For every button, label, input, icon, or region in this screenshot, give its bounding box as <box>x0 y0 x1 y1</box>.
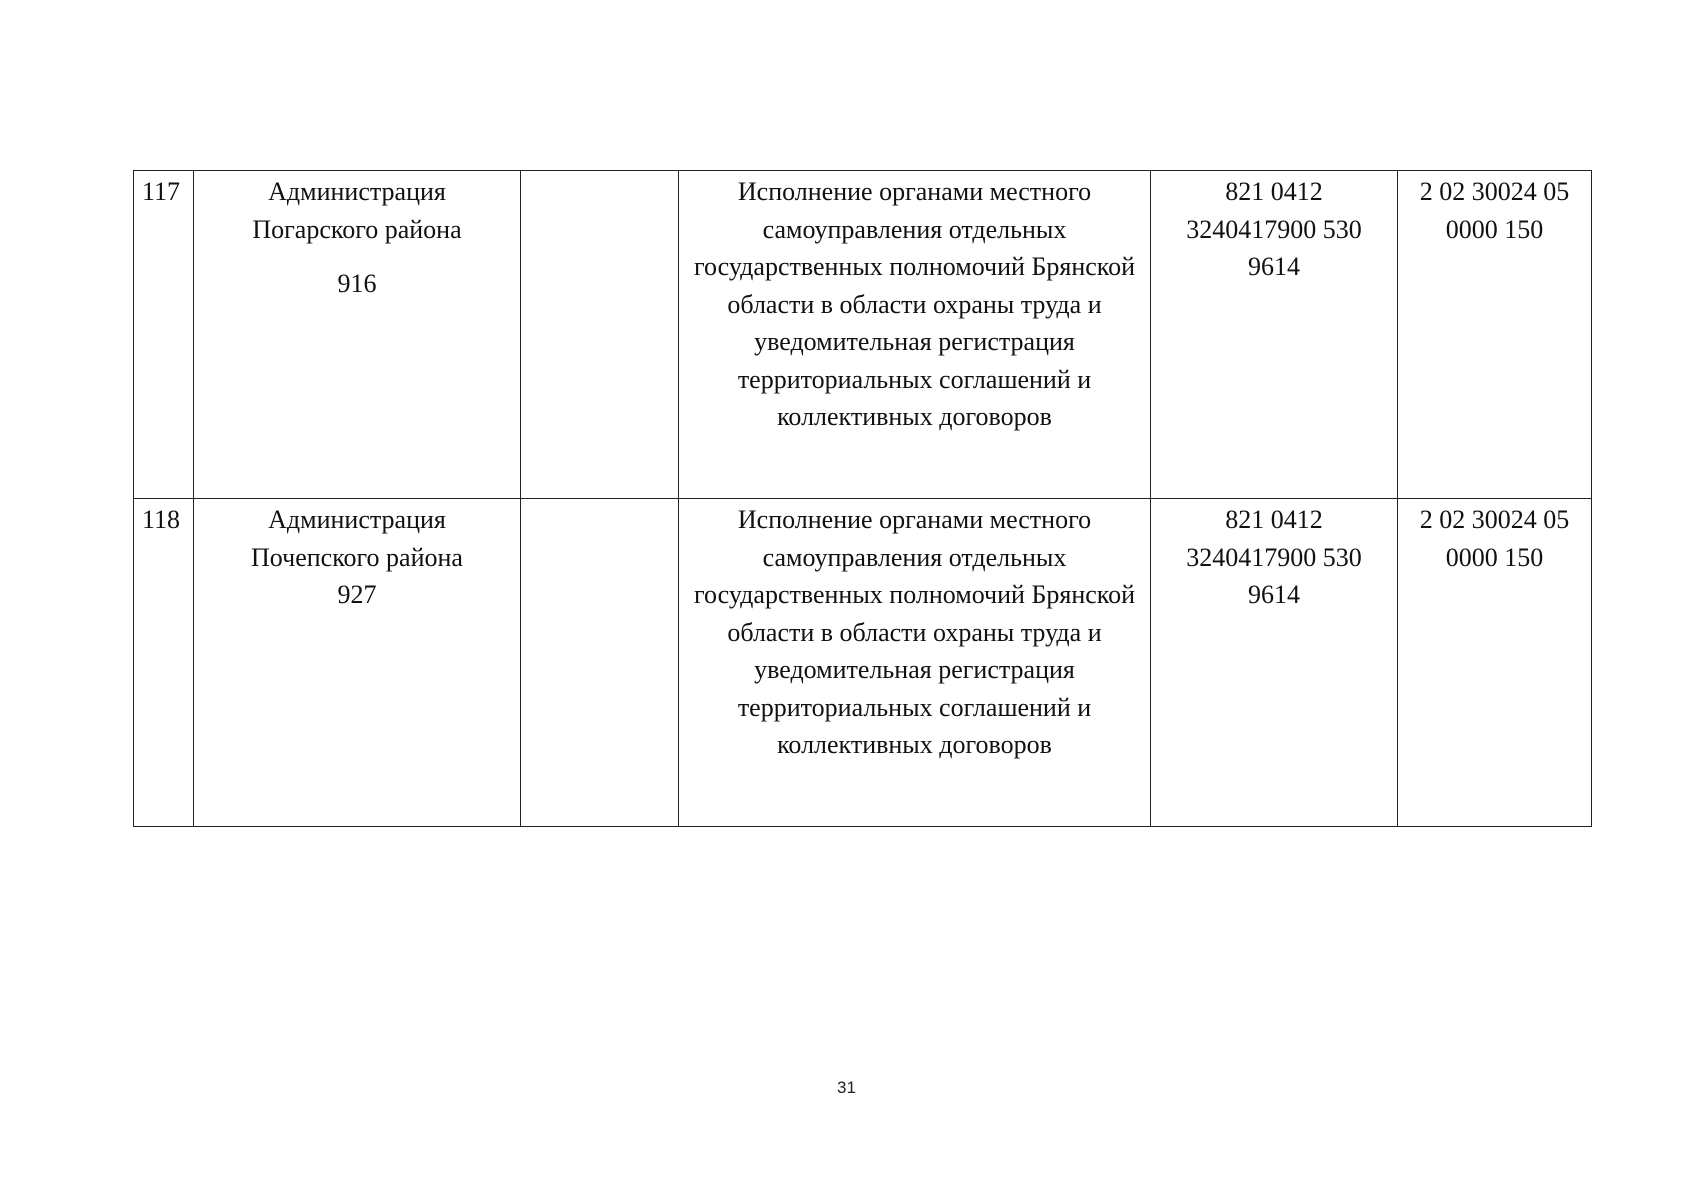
empty-cell <box>521 499 679 827</box>
organization-code: 916 <box>337 269 377 298</box>
organization-name-line2: Погарского района <box>252 214 462 244</box>
organization-cell <box>194 171 521 499</box>
table-row <box>134 499 1592 827</box>
revenue-code-line2: 0000 150 <box>1445 542 1544 572</box>
organization-code: 927 <box>337 580 377 609</box>
budget-code-line3: 9614 <box>1248 252 1300 281</box>
budget-code-line2: 3240417900 530 <box>1186 542 1362 572</box>
revenue-code-line1: 2 02 30024 05 <box>1419 505 1570 534</box>
revenue-code-line1: 2 02 30024 05 <box>1419 177 1570 206</box>
revenue-code-line2: 0000 150 <box>1445 214 1544 244</box>
budget-code-line3: 9614 <box>1248 580 1300 609</box>
organization-name-line2: Почепского района <box>251 542 463 572</box>
organization-cell <box>194 499 521 827</box>
page-number: 31 <box>837 1078 856 1097</box>
allocation-table <box>133 170 1592 827</box>
empty-cell <box>521 171 679 499</box>
budget-code-cell <box>1151 499 1398 827</box>
budget-code-line1: 821 0412 <box>1225 177 1323 206</box>
table-row <box>134 171 1592 499</box>
budget-code-cell <box>1151 171 1398 499</box>
organization-name-line1: Администрация <box>268 505 446 534</box>
revenue-code-cell <box>1398 499 1592 827</box>
budget-code-line1: 821 0412 <box>1225 505 1323 534</box>
organization-name-line1: Администрация <box>268 177 446 206</box>
description-cell: Исполнение органами местного самоуправления отдельных государственных полномочий Брянской области в области охраны труда и уведомительная регистрация территориальных соглашений и коллективных договоров <box>679 499 1151 827</box>
budget-code-line2: 3240417900 530 <box>1186 214 1362 244</box>
row-number: 118 <box>134 499 194 827</box>
row-number: 117 <box>134 171 194 499</box>
description-cell: Исполнение органами местного самоуправления отдельных государственных полномочий Брянской области в области охраны труда и уведомительная регистрация территориальных соглашений и коллективных договоров <box>679 171 1151 499</box>
revenue-code-cell <box>1398 171 1592 499</box>
